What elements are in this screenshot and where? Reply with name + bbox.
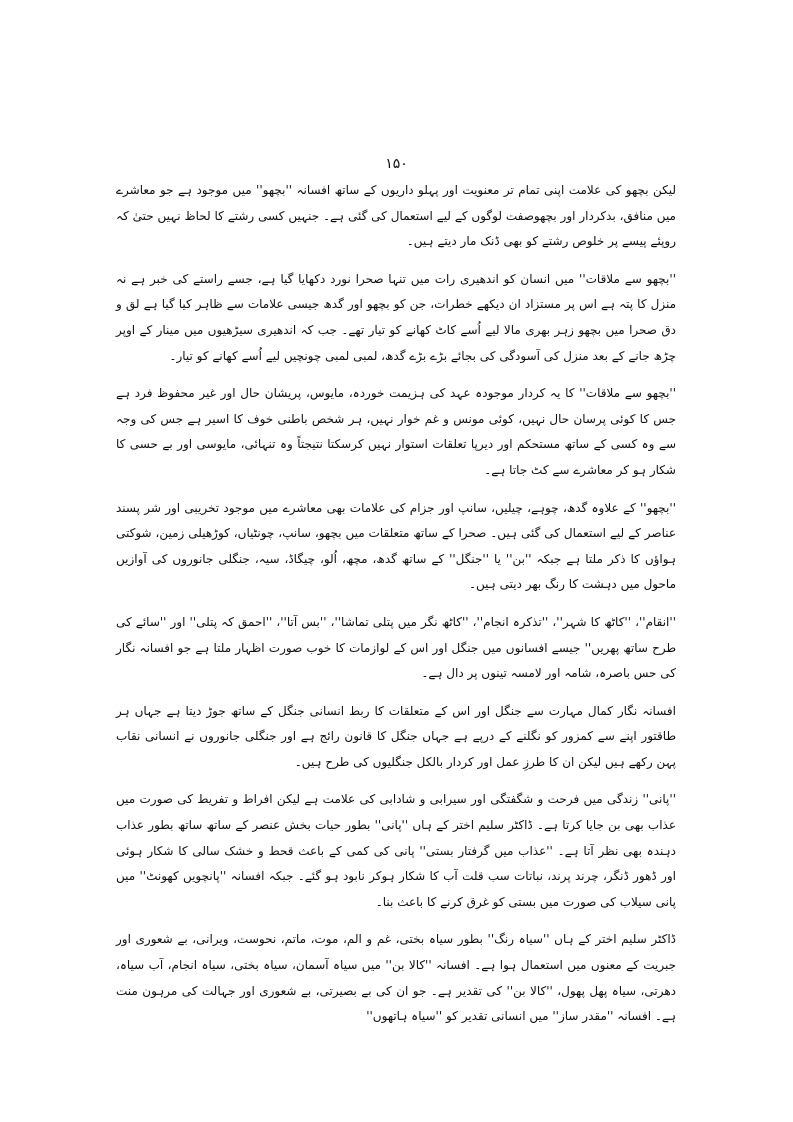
- paragraph: ''بچھو'' کے علاوہ گدھ، چوہے، چیلیں، سانپ اور جزام کی علامات بھی معاشرے میں موجود تخریبی اور شر پسند عناصر کے لیے استعمال کی گئی ہیں۔ صحرا کے ساتھ متعلقات میں بچھو، سانپ، چونٹیاں، کوڑھیلی زمین، شوکتی ہواؤں کا ذکر ملتا ہے جبکہ ''بن'' یا ''جنگل'' کے ساتھ گدھ، مچھ، اُلو، چیگاڈ، سیہ، جنگلی جانوروں کی آوازیں ماحول میں دہشت کا رنگ بھر دیتی ہیں۔: [116, 500, 676, 592]
- paragraph: ''بچھو سے ملاقات'' میں انسان کو اندھیری رات میں تنہا صحرا نورد دکھایا گیا ہے، جسے راستے کی خبر ہے نہ منزل کا پتہ ہے اس پر مستزاد ان دیکھے خطرات، جن کو بچھو اور گدھ جیسی علامات سے ظاہر کیا گیا ہے لق و دق صحرا میں بچھو زہر بھری مالا لیے اُسے کاٹ کھانے کو تیار تھے۔ جب کہ اندھیری سیڑھیوں میں مینار کے اوپر چڑھ جانے کے بعد منزل کی آسودگی کی بجائے بڑے بڑے گدھ، لمبی لمبی چونچیں لیے اُسے کھانے کو تیار۔: [116, 271, 676, 363]
- paragraph: لیکن بچھو کی علامت اپنی تمام تر معنویت اور پہلو داریوں کے ساتھ افسانہ ''بچھو'' میں موجود ہے جو معاشرے میں منافق، بدکردار اور بچھوصفت لوگوں کے لیے استعمال کی گئی ہے۔ جنہیں کسی رشتے کا لحاظ نہیں حتیٰ کہ روپئے پیسے پر خلوص رشتے کو بھی ڈنک مار دیتے ہیں۔: [116, 183, 676, 249]
- paragraph: افسانہ نگار کمال مہارت سے جنگل اور اس کے متعلقات کا ربط انسانی جنگل کے ساتھ جوڑ دیتا ہے جہاں ہر طاقتور اپنے سے کمزور کو نگلنے کے درپے ہے جہاں جنگل کا قانون رائج ہے اور جنگلی جانوروں نے انسانی نقاب پہن رکھے ہیں لیکن ان کا طرزِ عمل اور کردار بالکل جنگلیوں کی طرح ہیں۔: [116, 703, 676, 769]
- paragraph: ڈاکٹر سلیم اختر کے ہاں ''سیاہ رنگ'' بطور سیاہ بختی، غم و الم، موت، ماتم، نحوست، ویرانی، بے شعوری اور جبریت کے معنوں میں استعمال ہوا ہے۔ افسانہ ''کالا بن'' میں سیاہ آسمان، سیاہ بختی، سیاہ انجام، آب سیاہ، دھرتی، سیاہ پھل پھول، ''کالا بن'' کی تقدیر ہے۔ جو ان کی بے بصیرتی، بے شعوری اور جہالت کی مرہون منت ہے۔ افسانہ ''مقدر ساز'' میں انسانی تقدیر کو ''سیاہ ہاتھوں'': [116, 932, 676, 1024]
- paragraph: ''انقام''، ''کاٹھ کا شہر''، ''تذکرہ انجام''، ''کاٹھ نگر میں پتلی تماشا''، ''بس آتا''، ''احمق کہ پتلی'' اور ''سائے کی طرح ساتھ پھریں'' جیسے افسانوں میں جنگل اور اس کے لوازمات کا خوب صورت اظہار ملتا ہے جو افسانہ نگار کی حس باصرہ، شامہ اور لامسہ تینوں پر دال ہے۔: [116, 614, 676, 681]
- page-number: ۱۵۰: [385, 156, 408, 172]
- paragraph: ''بچھو سے ملاقات'' کا یہ کردار موجودہ عہد کی ہزیمت خوردہ، مایوس، پریشان حال اور غیر محفوظ فرد ہے جس کا کوئی پرسان حال نہیں، کوئی مونس و غم خوار نہیں، ہر شخص باطنی خوف کا اسیر ہے جس کی وجہ سے وہ کسی کے ساتھ مستحکم اور دیرپا تعلقات استوار نہیں کرسکتا نتیجتاً وہ تنہائی، مایوسی اور بے حسی کا شکار ہو کر معاشرے سے کٹ جاتا ہے۔: [116, 386, 676, 477]
- paragraph: ''پانی'' زندگی میں فرحت و شگفتگی اور سیرابی و شادابی کی علامت ہے لیکن افراط و تفریط کی صورت میں عذاب بھی بن جایا کرتا ہے۔ ڈاکٹر سلیم اختر کے ہاں ''پانی'' بطور حیات بخش عنصر کے ساتھ ساتھ بطور عذاب دہندہ بھی نظر آتا ہے۔ ''عذاب میں گرفتار بستی'' پانی کی کمی کے باعث قحط و خشک سالی کا شکار ہوئی اور ڈھور ڈنگر، چرند پرند، نباتات سب قلت آب کا شکار ہوکر نابود ہو گئے۔ جبکہ افسانہ ''پانچویں کھونٹ'' میں پانی سیلاب کی صورت میں بستی کو غرق کرنے کا باعث بنا۔: [116, 792, 676, 909]
- page-body: [116, 178, 676, 1042]
